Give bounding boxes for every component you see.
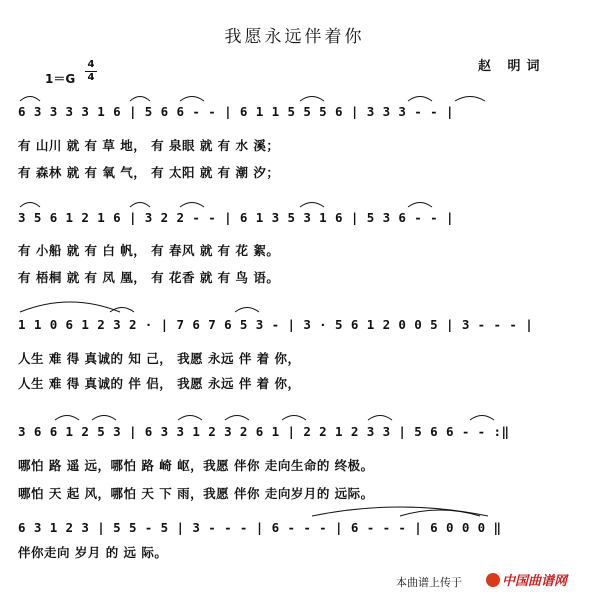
slur-mark — [470, 416, 494, 421]
system-3-notes: 1 1 0 6 1 2 3 2 · | 7 6 7 6 5 3 - | 3 · 5 6 1 2 0 0 5 | 3 - - - | — [18, 317, 534, 332]
site-logo-icon — [486, 573, 500, 587]
system-4-notes: 3 6 6 1 2 5 3 | 6 3 3 1 2 3 2 6 1 | 2 2 1 2 3 3 | 5 6 6 - - :‖ — [18, 424, 510, 439]
time-signature-top: 4 — [87, 59, 95, 70]
system-1-notes: 6 3 3 3 3 1 6 | 5 6 6 - - | 6 1 1 5 5 5 6 | 3 3 3 - - | — [18, 104, 454, 119]
slur-mark — [55, 416, 79, 421]
system-5-notes: 6 3 1 2 3 | 5 5 - 5 | 3 - - - | 6 - - - | 6 - - - | 6 0 0 0 ‖ — [18, 520, 502, 535]
system-2-lyrics-verse-1: 有 小船 就 有 白 帆， 有 春风 就 有 花 絮。 — [18, 243, 280, 258]
lyricist-credit: 赵 明词 — [478, 59, 546, 74]
slur-mark — [300, 203, 324, 208]
upload-note: 本曲谱上传于 — [396, 576, 462, 589]
slur-mark — [225, 416, 249, 421]
tie-mark — [400, 510, 480, 516]
slur-mark — [110, 308, 134, 313]
slur-mark — [20, 97, 40, 102]
key-signature: 1＝G — [45, 72, 76, 86]
system-2-notes: 3 5 6 1 2 1 6 | 3 2 2 - - | 6 1 3 5 3 1 6 | 5 3 6 - - | — [18, 210, 454, 225]
song-title: 我愿永远伴着你 — [224, 27, 365, 47]
slur-mark — [180, 203, 204, 208]
slur-mark — [20, 203, 40, 208]
slur-mark — [180, 97, 204, 102]
system-1-lyrics-verse-1: 有 山川 就 有 草 地， 有 泉眼 就 有 水 溪； — [18, 138, 280, 153]
system-3-lyrics-verse-1: 人生 难 得 真诚的 知 己， 我愿 永远 伴 着 你， — [18, 351, 301, 366]
slur-mark — [408, 203, 432, 208]
system-4-lyrics-verse-2: 哪怕 天 起 风，哪怕 天 下 雨，我愿 伴你 走向岁月的 远际。 — [18, 486, 374, 501]
slur-mark — [20, 302, 120, 312]
time-signature-bottom: 4 — [87, 72, 95, 83]
site-name: 中国曲谱网 — [502, 574, 568, 589]
slur-mark — [300, 97, 324, 102]
slur-mark — [178, 416, 202, 421]
slur-mark — [92, 416, 116, 421]
slur-mark — [235, 308, 259, 313]
system-1-lyrics-verse-2: 有 森林 就 有 氧 气， 有 太阳 就 有 潮 汐； — [18, 165, 280, 180]
system-4-lyrics-verse-1: 哪怕 路 遥 远，哪怕 路 崎 岖，我愿 伴你 走向生命的 终极。 — [18, 458, 374, 473]
slur-mark — [408, 97, 432, 102]
slur-mark — [130, 97, 150, 102]
slur-mark — [368, 416, 392, 421]
system-3-lyrics-verse-2: 人生 难 得 真诚的 伴 侣， 我愿 永远 伴 着 你， — [18, 376, 301, 391]
slur-mark — [282, 416, 306, 421]
slur-mark — [130, 203, 150, 208]
site-logo — [486, 570, 567, 589]
system-2-lyrics-verse-2: 有 梧桐 就 有 凤 凰， 有 花香 就 有 鸟 语。 — [18, 270, 280, 285]
system-5-lyrics: 伴你走向 岁月 的 远 际。 — [18, 545, 168, 560]
slur-mark — [455, 97, 485, 102]
